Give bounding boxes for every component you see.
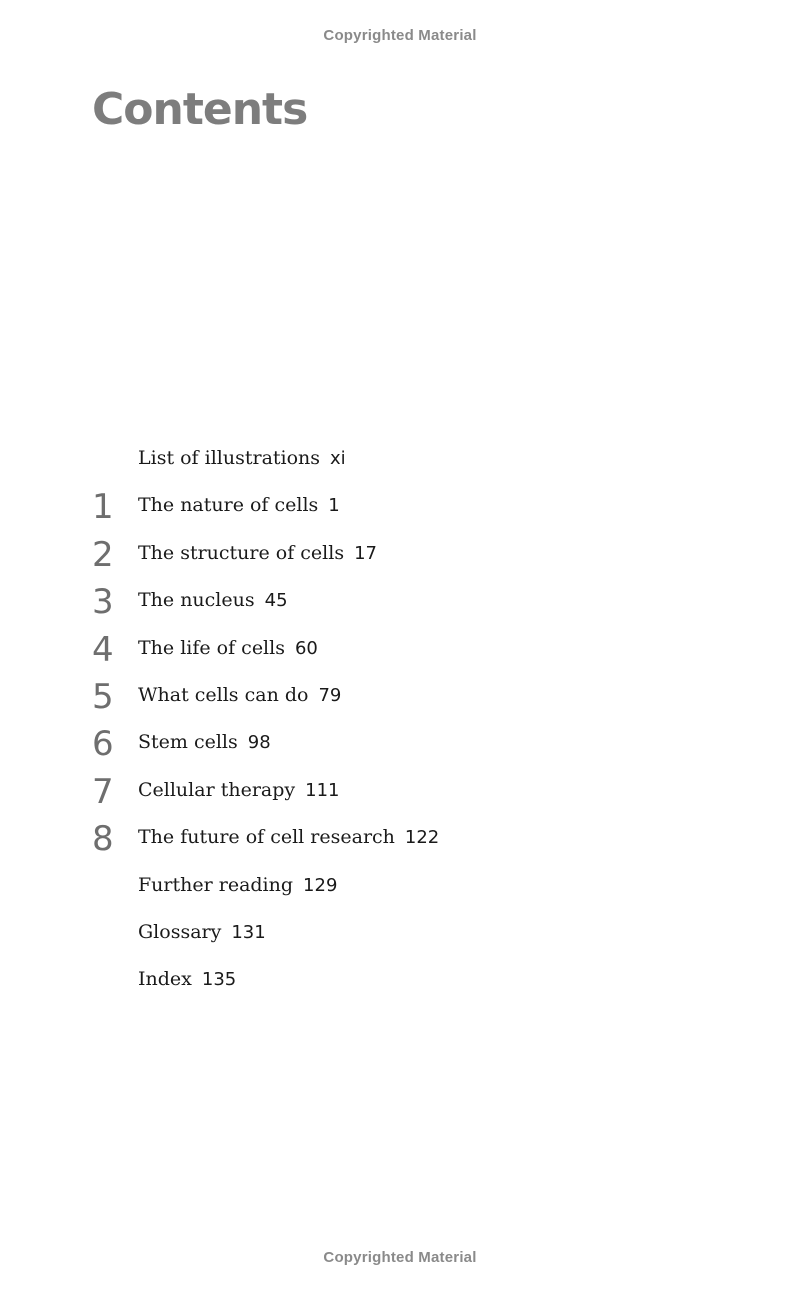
toc-entry-page: 131 bbox=[231, 921, 266, 943]
toc-entry[interactable] bbox=[0, 864, 800, 911]
toc-entry-text bbox=[138, 541, 377, 564]
toc-entry-page: 17 bbox=[354, 542, 377, 564]
page-title: Contents bbox=[92, 84, 308, 135]
toc-entry-page: 60 bbox=[294, 637, 318, 659]
toc-entry-text bbox=[138, 970, 236, 989]
toc-entry[interactable] bbox=[0, 627, 800, 674]
chapter-number: 3 bbox=[92, 582, 114, 623]
copyright-watermark-bottom: Copyrighted Material bbox=[323, 1249, 477, 1266]
toc-entry-text bbox=[138, 920, 266, 943]
toc-entry-title: List of illustrations bbox=[138, 447, 321, 469]
chapter-number: 5 bbox=[92, 676, 114, 717]
copyright-watermark-top: Copyrighted Material bbox=[323, 27, 477, 44]
toc-entry-title: The nature of cells bbox=[138, 494, 319, 517]
toc-entry-text bbox=[138, 683, 342, 706]
toc-entry-page: 111 bbox=[305, 779, 340, 801]
table-of-contents bbox=[0, 437, 800, 1006]
toc-entry-title: Index bbox=[138, 968, 192, 991]
toc-entry-page: 45 bbox=[264, 590, 288, 612]
toc-entry-text bbox=[138, 733, 271, 752]
chapter-number: 7 bbox=[92, 771, 114, 812]
toc-entry[interactable] bbox=[0, 437, 800, 484]
toc-entry-title: The future of cell research bbox=[138, 826, 395, 849]
toc-entry[interactable] bbox=[0, 579, 800, 626]
toc-entry-page: 1 bbox=[328, 495, 340, 517]
toc-entry-text bbox=[138, 778, 340, 801]
toc-entry[interactable] bbox=[0, 721, 800, 768]
toc-entry-title: Cellular therapy bbox=[138, 778, 296, 801]
toc-entry-text bbox=[138, 591, 288, 610]
toc-entry[interactable] bbox=[0, 816, 800, 863]
toc-entry[interactable] bbox=[0, 674, 800, 721]
toc-entry-title: What cells can do bbox=[138, 683, 309, 706]
toc-entry-text bbox=[138, 496, 340, 515]
toc-entry-title: The structure of cells bbox=[138, 541, 345, 564]
toc-entry-text bbox=[138, 828, 439, 847]
toc-entry[interactable] bbox=[0, 484, 800, 531]
toc-entry[interactable] bbox=[0, 958, 800, 1005]
toc-entry-page: xi bbox=[330, 448, 346, 469]
toc-entry-page: 135 bbox=[201, 969, 237, 991]
toc-entry-title: Stem cells bbox=[138, 731, 238, 754]
toc-entry-title: Further reading bbox=[138, 873, 294, 896]
toc-entry-text bbox=[138, 636, 318, 659]
toc-entry-title: The nucleus bbox=[138, 589, 255, 612]
toc-entry[interactable] bbox=[0, 911, 800, 958]
toc-entry-title: The life of cells bbox=[138, 636, 285, 659]
toc-entry-page: 129 bbox=[303, 874, 338, 896]
toc-entry-text bbox=[138, 873, 338, 896]
toc-entry-page: 122 bbox=[404, 827, 440, 849]
toc-entry[interactable] bbox=[0, 532, 800, 579]
toc-entry-title: Glossary bbox=[138, 920, 222, 943]
toc-entry-page: 98 bbox=[247, 732, 271, 754]
chapter-number: 6 bbox=[92, 724, 114, 765]
toc-entry-page: 79 bbox=[318, 684, 342, 706]
chapter-number: 4 bbox=[92, 629, 114, 670]
chapter-number: 8 bbox=[92, 819, 114, 860]
chapter-number: 2 bbox=[92, 534, 114, 575]
chapter-number: 1 bbox=[92, 487, 114, 528]
toc-entry[interactable] bbox=[0, 769, 800, 816]
toc-entry-text bbox=[138, 449, 346, 468]
